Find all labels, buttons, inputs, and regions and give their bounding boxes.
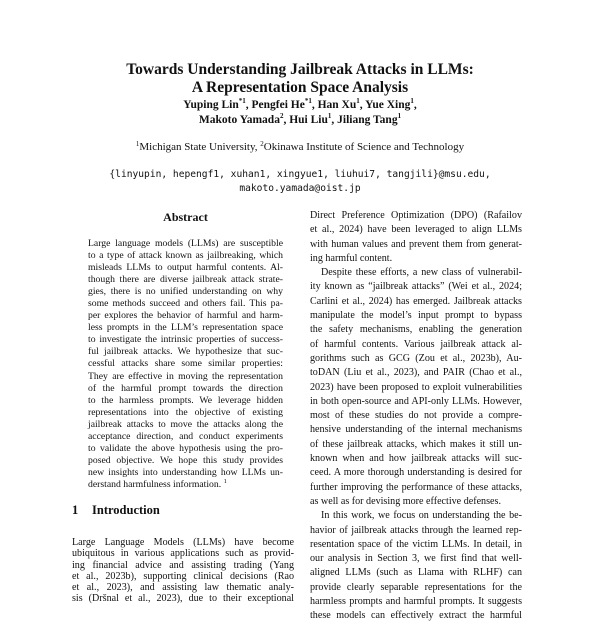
text-line: et al., 2024) have been leveraged to align LLMs <box>310 224 522 236</box>
text-line: aligned LLMs (such as Llama with RLHF) can <box>310 567 522 579</box>
text-line: ful jailbreak attacks. We hypothesize that suc- <box>88 346 283 358</box>
text-line: havior of jailbreak attacks through the learned rep- <box>310 524 522 536</box>
abstract-body <box>88 238 283 491</box>
text-line: new insights into understanding how LLMs un- <box>88 466 283 478</box>
text-line: of these jailbreak attacks, which makes it still un- <box>310 438 522 450</box>
text-line: cessful attacks share some similar properties: <box>88 358 283 370</box>
text-line-content: derstand harmfulness information. <box>88 478 222 490</box>
text-line: gies, there is no unified understanding on why <box>88 286 283 298</box>
introduction-body <box>72 537 294 605</box>
text-line: toDAN (Liu et al., 2023), and PAIR (Chao et al., <box>310 367 522 379</box>
author: Yue Xing$^1$ <box>365 97 414 111</box>
text-line: ity known as “jailbreak attacks” (Wei et al., 2024; <box>310 281 522 293</box>
affiliations: $^1$Michigan State University, $^2$Okinawa Institute of Science and Technology <box>135 140 465 153</box>
text-line: 2023) have been proposed to exploit vulnerabilities <box>310 381 522 393</box>
text-line: sis (Dršnal et al., 2023), due to their exceptional <box>72 593 294 605</box>
footnote-marker: 1 <box>223 477 227 485</box>
text-line: per explores the behavior of harmful and harm- <box>88 310 283 322</box>
text-line: ubiquitous in various applications such as provid- <box>72 548 294 560</box>
author: Yuping Lin$^{*1}$ <box>183 97 246 111</box>
text-line: manipulate the model’s input prompt to bypass <box>310 310 522 322</box>
text-line: resentation space of the victim LLMs. In detail, in <box>310 538 522 550</box>
text-line: most of these studies do not provide a compre- <box>310 410 522 422</box>
text-line: posed objective. We hope this study provides <box>88 454 283 466</box>
text-line: further improving the performance of these attacks, <box>310 481 522 493</box>
text-line: They are effective in moving the representation <box>88 370 283 382</box>
text-line: provide clearly separable representations for the <box>310 581 522 593</box>
text-line: gorithms such as GCG (Zou et al., 2023b), Au- <box>310 352 522 364</box>
title-line: A Representation Space Analysis <box>191 79 409 96</box>
text-line: of harmful contents. Various jailbreak attack al- <box>310 338 522 350</box>
text-line: some methods succeed and others fail. This pa- <box>88 298 283 310</box>
text-line: ing financial advice and assisting trading (Yang <box>72 559 294 571</box>
text-line: to a type of attack known as jailbreaking, which <box>88 250 283 262</box>
text-line: jailbreak attacks to move the attacks along the <box>88 418 283 430</box>
affiliation: Michigan State University <box>139 141 255 153</box>
text-line: Despite these efforts, a new class of vulnerabil- <box>321 267 522 279</box>
text-line: et al., 2023b), supporting clinical decisions (Rao <box>72 570 294 582</box>
text-line: hensive understanding of the internal mechanisms <box>310 424 522 436</box>
text-line: in both open-source and API-only LLMs. However, <box>310 395 522 407</box>
author: Jiliang Tang$^1$ <box>337 112 402 126</box>
text-line: representations into the objective of existing <box>88 406 283 418</box>
text-line: the safety mechanisms, enabling the generation <box>310 324 522 336</box>
text-line: acceptance direction, and conduct experiments <box>88 430 283 442</box>
text-line <box>88 479 283 491</box>
text-line: to validate the above hypothesis using the pro- <box>88 442 283 454</box>
text-line: Carlini et al., 2024) has emerged. Jailbreak attacks <box>310 295 522 307</box>
right-column-body <box>310 209 522 624</box>
text-line: of the harmful prompt towards the direction <box>88 382 283 394</box>
text-line: harmless prompts and harmful prompts. It suggests <box>310 596 522 608</box>
text-line: Large Language Models (LLMs) have become <box>72 537 294 548</box>
author-list: Yuping Lin$^{*1}$, Pengfei He$^{*1}$, Han Xu$^1$, Yue Xing$^1$, Makoto Yamada$^2$, Hui Liu$^1$, Jiliang Tang$^1$ <box>183 97 417 126</box>
section-heading-introduction <box>72 503 160 518</box>
author: Hui Liu$^1$ <box>289 112 332 126</box>
email-line: {linyupin, hepengf1, xuhan1, xingyue1, liuhui7, tangjili}@msu.edu, <box>109 169 491 180</box>
text-line: et al., 2023), and assisting law thematic analy- <box>72 582 294 594</box>
emails <box>0 168 600 196</box>
text-line: Direct Preference Optimization (DPO) (Rafailov <box>310 210 522 221</box>
text-line: misleads LLMs to output harmful contents. Al- <box>88 262 283 274</box>
email-line: makoto.yamada@oist.jp <box>239 183 361 194</box>
abstract-heading: Abstract <box>163 210 208 224</box>
text-line: ing harmful content. <box>310 252 393 264</box>
text-line: with human values and prevent them from generat- <box>310 238 522 250</box>
author: Makoto Yamada$^2$ <box>198 112 284 126</box>
text-line: In this work, we focus on understanding the be- <box>321 510 522 522</box>
affiliation: Okinawa Institute of Science and Technology <box>263 141 465 153</box>
text-line: to the harmless prompts. We leverage hidden <box>88 394 283 406</box>
text-line: our analysis in Section 3, we first find that well- <box>310 553 522 565</box>
text-line: known when and how jailbreak attacks will suc- <box>310 453 522 465</box>
text-line: these models can effectively extract the harmful <box>310 610 522 622</box>
text-line: ceed. A more thorough understanding is desired for <box>310 467 522 479</box>
text-line: to investigate the intrinsic properties of success- <box>88 334 283 346</box>
text-line: Large language models (LLMs) are susceptible <box>88 238 283 249</box>
section-number: 1 <box>72 503 79 517</box>
text-line: less prompts in the LLM’s representation space <box>88 322 283 334</box>
section-title: Introduction <box>92 503 160 517</box>
author: Han Xu$^1$ <box>317 97 360 111</box>
author: Pengfei He$^{*1}$ <box>251 97 312 111</box>
text-line: though there are diverse jailbreak attack strate- <box>88 274 283 286</box>
text-line: as well as for devising more effective defenses. <box>310 495 501 507</box>
paper-title <box>0 61 600 97</box>
title-line: Towards Understanding Jailbreak Attacks in LLMs: <box>126 61 474 78</box>
